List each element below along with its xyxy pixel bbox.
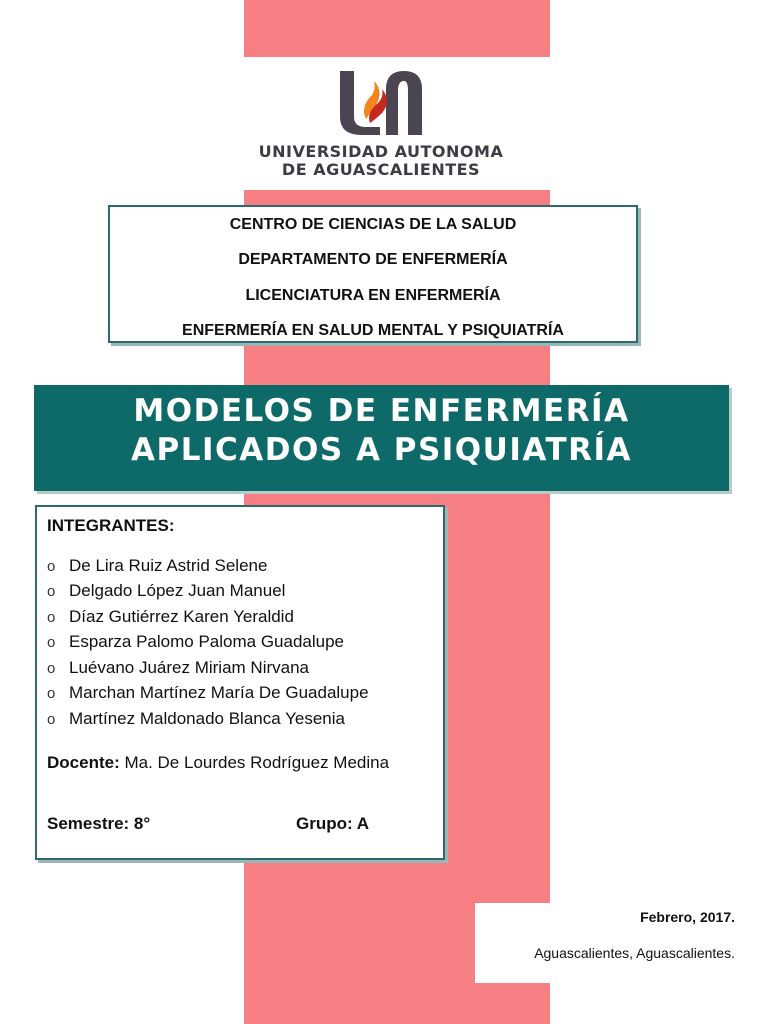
dept-line-course: ENFERMERÍA EN SALUD MENTAL Y PSIQUIATRÍA (182, 322, 564, 339)
bullet-icon: o (47, 660, 56, 677)
bullet-icon: o (47, 685, 56, 702)
bullet-icon: o (47, 558, 56, 575)
bullet-icon: o (47, 711, 56, 728)
grupo: Grupo: A (296, 814, 370, 833)
member-name: Esparza Palomo Paloma Guadalupe (69, 632, 344, 651)
list-item (47, 683, 369, 703)
date-text: Febrero, 2017. (640, 909, 735, 925)
member-name: Luévano Juárez Miriam Nirvana (69, 658, 309, 677)
member-name: Martínez Maldonado Blanca Yesenia (69, 709, 345, 728)
dept-line-department: DEPARTAMENTO DE ENFERMERÍA (238, 251, 508, 268)
bullet-icon: o (47, 634, 56, 651)
semestre: Semestre: 8° (47, 814, 151, 833)
docente (47, 751, 407, 775)
bullet-icon: o (47, 583, 56, 600)
title-line2: APLICADOS A PSIQUIATRÍA (131, 432, 632, 468)
title-line1: MODELOS DE ENFERMERÍA (133, 393, 630, 429)
university-logo (212, 57, 550, 190)
list-item (47, 607, 294, 627)
date-box (475, 903, 745, 983)
uaa-logo-icon (336, 67, 426, 139)
member-name: De Lira Ruiz Astrid Selene (69, 556, 268, 575)
list-item (47, 581, 285, 601)
list-item (47, 556, 267, 576)
member-name: Díaz Gutiérrez Karen Yeraldid (69, 607, 294, 626)
list-item (47, 632, 344, 652)
list-item (47, 709, 345, 729)
bullet-icon: o (47, 609, 56, 626)
logo-text-line1: UNIVERSIDAD AUTONOMA (258, 142, 504, 161)
members-box (35, 505, 445, 860)
dept-line-degree: LICENCIATURA EN ENFERMERÍA (245, 287, 501, 304)
dept-line-center: CENTRO DE CIENCIAS DE LA SALUD (229, 216, 517, 233)
list-item (47, 658, 309, 678)
members-heading: INTEGRANTES: (47, 516, 175, 535)
place-text: Aguascalientes, Aguascalientes. (534, 945, 735, 961)
docente-label: Docente: (47, 753, 120, 772)
docente-name: Ma. De Lourdes Rodríguez Medina (124, 753, 390, 772)
department-box (108, 205, 638, 343)
logo-text-line2: DE AGUASCALIENTES (281, 160, 481, 179)
title-band (34, 385, 729, 491)
member-name: Delgado López Juan Manuel (69, 581, 286, 600)
member-name: Marchan Martínez María De Guadalupe (69, 683, 369, 702)
